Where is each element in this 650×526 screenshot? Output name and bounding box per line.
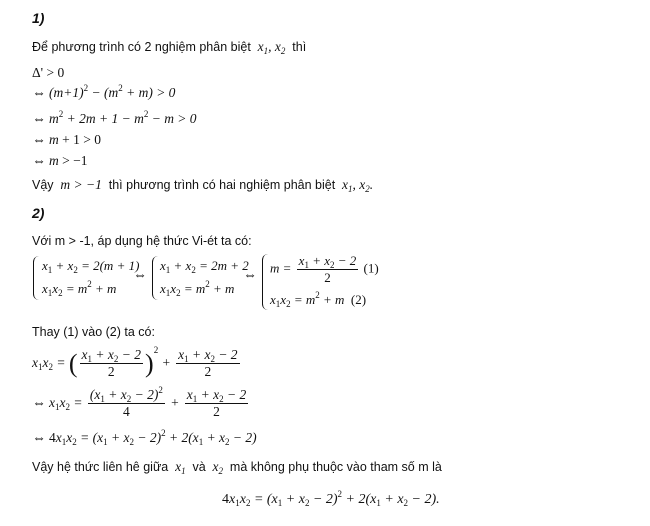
equation-3: ⇔ $4x_1x_2 = (x_1 + x_2 - 2)^2 + 2(x_1 + x_2 - 2)$ <box>32 428 257 447</box>
final-text-a: Vậy hệ thức liên hê giữa <box>32 460 169 474</box>
system1-row2: $x_1x_2 = m^2 + m$ <box>42 279 117 298</box>
step4-equation: ⇔ m > −1 <box>32 153 88 169</box>
step1-equation: ⇔ $(m+1)^2 - (m^2 + m) > 0$ <box>32 83 176 101</box>
equiv-arrow-2: ⇔ <box>243 268 257 283</box>
delta-condition: Δ' > 0 <box>32 65 65 80</box>
system2-brace <box>152 256 159 300</box>
final-text-b: và <box>192 460 206 474</box>
system2-row2: $x_1x_2 = m^2 + m$ <box>160 279 235 298</box>
step3-equation: ⇔ m + 1 > 0 <box>32 132 101 148</box>
system2-row1: $x_1 + x_2 = 2m + 2$ <box>160 258 249 275</box>
part1-conclusion <box>32 177 373 193</box>
conclusion-mid: thì phương trình có hai nghiệm phân biệt <box>108 178 336 192</box>
final-text-c: mà không phụ thuộc vào tham số m là <box>229 460 442 474</box>
label-eq2: (2) <box>350 292 367 307</box>
part2-intro: Với m > -1, áp dụng hệ thức Vi-ét ta có: <box>32 234 252 248</box>
substitute-text: Thay (1) vào (2) ta có: <box>32 325 155 339</box>
system3-row2: $x_1x_2 = m^2 + m$ (2) <box>270 290 367 309</box>
system1-brace <box>33 256 40 300</box>
part1-heading: 1) <box>32 10 45 26</box>
system3-row1: m = $\frac{x_1 + x_2 - 2}{2}$ (1) <box>270 253 379 285</box>
part1-intro-tail: thì <box>292 40 307 54</box>
conclusion-condition: m > −1 <box>57 177 106 192</box>
equation-1: $x_1x_2$ = ( $\frac{x_1 + x_2 - 2}{2}$ )$^2$ + $\frac{x_1 + x_2 - 2}{2}$ <box>32 345 238 380</box>
final-var-2: $x_2$ <box>209 459 224 476</box>
system3-brace <box>262 254 269 310</box>
label-eq1: (1) <box>363 260 379 276</box>
system1-row1: $x_1 + x_2 = 2(m + 1)$ <box>42 258 140 275</box>
conclusion-vars: $x_1$, $x_2$. <box>338 177 374 194</box>
final-equation: $4x_1x_2 = (x_1 + x_2 - 2)^2 + 2(x_1 + x_2 - 2)$. <box>222 489 440 508</box>
equation-2: ⇔ $x_1x_2$ = $\frac{(x_1 + x_2 - 2)^2}{4}$ + $\frac{x_1 + x_2 - 2}{2}$ <box>32 385 247 420</box>
conclusion-start: Vậy <box>32 178 54 192</box>
final-var-1: $x_1$ <box>171 459 186 476</box>
equiv-arrow-1: ⇔ <box>133 268 147 283</box>
step2-equation: ⇔ $m^2 + 2m + 1 - m^2 - m > 0$ <box>32 109 197 127</box>
final-statement <box>32 459 442 475</box>
part1-intro-text: Để phương trình có 2 nghiệm phân biệt <box>32 40 251 54</box>
part2-heading: 2) <box>32 205 45 221</box>
part1-intro-line <box>32 39 306 55</box>
part1-intro-vars: $x_1$, $x_2$ <box>254 39 286 56</box>
